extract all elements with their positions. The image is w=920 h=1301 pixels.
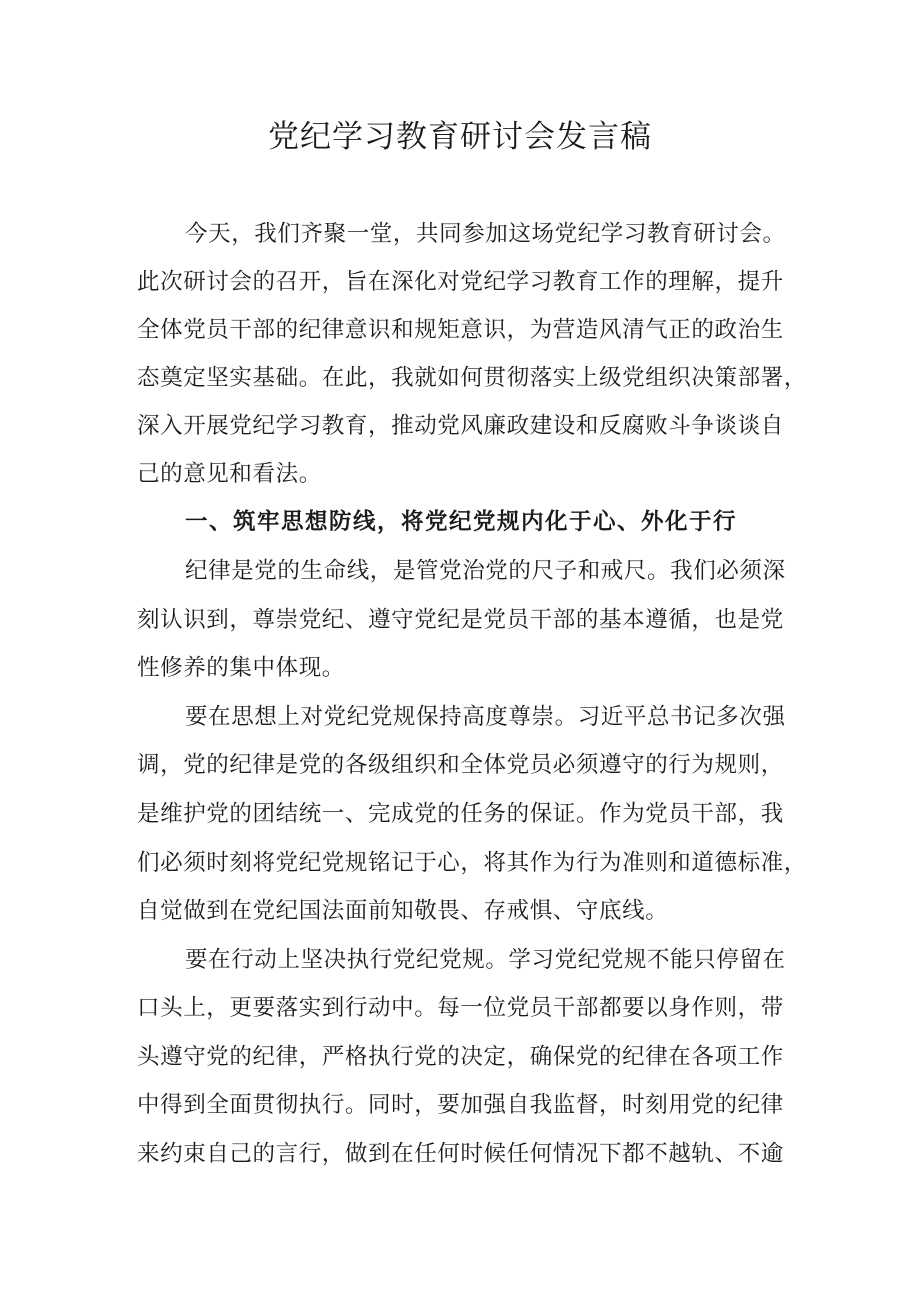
text-line: 要在思想上对党纪党规保持高度尊崇。习近平总书记多次强 xyxy=(185,704,786,730)
text-line: 深入开展党纪学习教育，推动党风廉政建设和反腐败斗争谈谈自 xyxy=(137,413,784,439)
text-line: 今天，我们齐聚一堂，共同参加这场党纪学习教育研讨会。 xyxy=(185,221,786,247)
text-line: 此次研讨会的召开，旨在深化对党纪学习教育工作的理解，提升 xyxy=(137,269,784,295)
text-line: 中得到全面贯彻执行。同时，要加强自我监督，时刻用党的纪律 xyxy=(137,1092,784,1118)
text-line: 们必须时刻将党纪党规铭记于心，将其作为行为准则和道德标准， xyxy=(137,850,807,876)
text-line: 要在行动上坚决执行党纪党规。学习党纪党规不能只停留在 xyxy=(185,947,786,973)
text-line: 口头上，更要落实到行动中。每一位党员干部都要以身作则，带 xyxy=(137,995,784,1021)
text-line: 己的意见和看法。 xyxy=(137,461,322,487)
section-heading: 一、筑牢思想防线，将党纪党规内化于心、外化于行 xyxy=(185,509,738,535)
text-line: 调，党的纪律是党的各级组织和全体党员必须遵守的行为规则， xyxy=(137,752,784,778)
text-line: 刻认识到，尊崇党纪、遵守党纪是党员干部的基本遵循，也是党 xyxy=(137,607,784,633)
document-title: 党纪学习教育研讨会发言稿 xyxy=(268,119,652,155)
text-line: 头遵守党的纪律，严格执行党的决定，确保党的纪律在各项工作 xyxy=(137,1044,784,1070)
text-line: 是维护党的团结统一、完成党的任务的保证。作为党员干部，我 xyxy=(137,801,784,827)
text-line: 态奠定坚实基础。在此，我就如何贯彻落实上级党组织决策部署， xyxy=(137,365,807,391)
text-line: 来约束自己的言行，做到在任何时候任何情况下都不越轨、不逾 xyxy=(137,1141,784,1167)
text-line: 性修养的集中体现。 xyxy=(137,655,345,681)
text-line: 自觉做到在党纪国法面前知敬畏、存戒惧、守底线。 xyxy=(137,898,669,924)
text-line: 纪律是党的生命线，是管党治党的尺子和戒尺。我们必须深 xyxy=(185,558,786,584)
text-line: 全体党员干部的纪律意识和规矩意识，为营造风清气正的政治生 xyxy=(137,317,784,343)
